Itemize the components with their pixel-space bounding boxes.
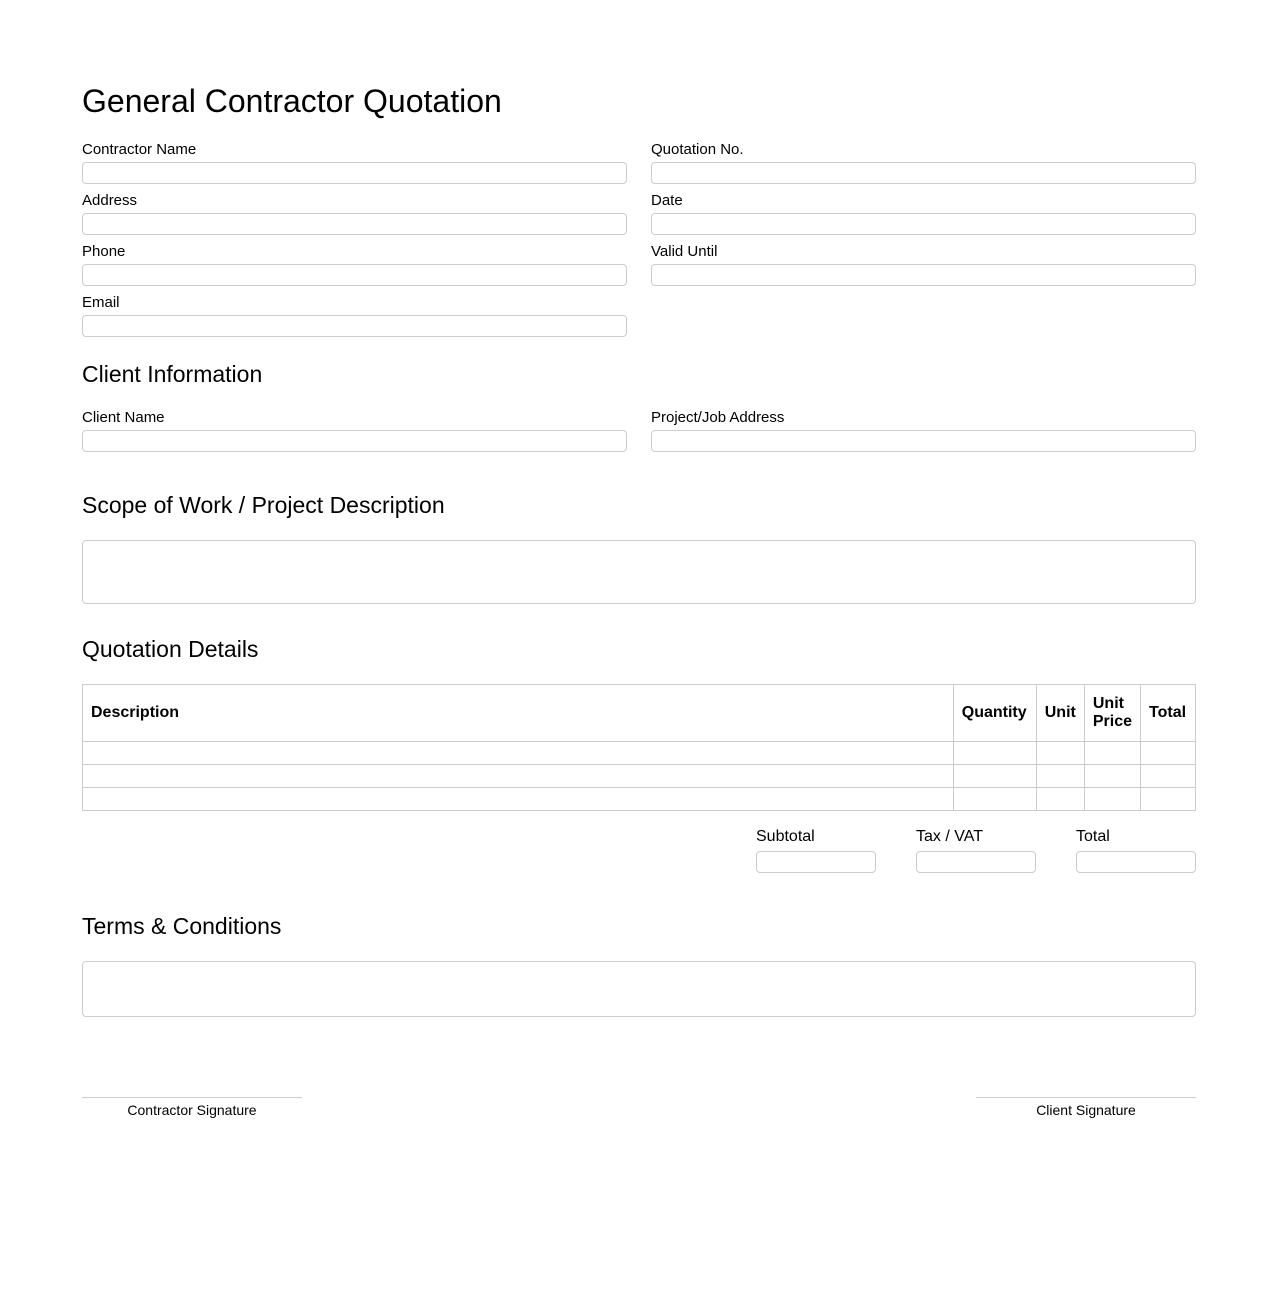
cell[interactable] bbox=[953, 742, 1036, 765]
quotation-details-heading: Quotation Details bbox=[82, 636, 259, 662]
date-input[interactable] bbox=[651, 213, 1196, 235]
total-input[interactable] bbox=[1076, 851, 1196, 873]
client-name-label: Client Name bbox=[82, 409, 165, 426]
date-label: Date bbox=[651, 192, 683, 209]
client-information-heading: Client Information bbox=[82, 361, 263, 387]
quotation-table bbox=[82, 684, 1196, 811]
contractor-name-input[interactable] bbox=[82, 162, 627, 184]
cell[interactable] bbox=[1036, 788, 1084, 811]
cell[interactable] bbox=[1036, 765, 1084, 788]
address-label: Address bbox=[82, 192, 138, 209]
project-address-label: Project/Job Address bbox=[651, 409, 785, 426]
column-total: Total bbox=[1141, 685, 1196, 742]
contractor-name-label: Contractor Name bbox=[82, 141, 197, 158]
scope-textarea[interactable] bbox=[82, 540, 1196, 604]
column-unit-price: Unit Price bbox=[1084, 685, 1140, 742]
client-signature-line[interactable] bbox=[976, 1097, 1196, 1098]
quotation-no-input[interactable] bbox=[651, 162, 1196, 184]
client-name-input[interactable] bbox=[82, 430, 627, 452]
total-label: Total bbox=[1076, 828, 1110, 845]
cell[interactable] bbox=[83, 742, 954, 765]
cell[interactable] bbox=[1084, 765, 1140, 788]
table-header-row bbox=[83, 685, 1196, 742]
cell[interactable] bbox=[1084, 742, 1140, 765]
tax-input[interactable] bbox=[916, 851, 1036, 873]
cell[interactable] bbox=[1141, 742, 1196, 765]
page-title: General Contractor Quotation bbox=[82, 83, 502, 119]
terms-textarea[interactable] bbox=[82, 961, 1196, 1017]
contractor-signature-line[interactable] bbox=[82, 1097, 302, 1098]
cell[interactable] bbox=[1036, 742, 1084, 765]
cell[interactable] bbox=[1141, 765, 1196, 788]
valid-until-label: Valid Until bbox=[651, 243, 718, 260]
terms-heading: Terms & Conditions bbox=[82, 913, 282, 939]
column-unit: Unit bbox=[1036, 685, 1084, 742]
contractor-signature-label: Contractor Signature bbox=[127, 1102, 257, 1118]
scope-heading: Scope of Work / Project Description bbox=[82, 492, 445, 518]
column-description: Description bbox=[83, 685, 954, 742]
client-signature-label: Client Signature bbox=[1036, 1102, 1136, 1118]
quotation-no-label: Quotation No. bbox=[651, 141, 744, 158]
cell[interactable] bbox=[953, 765, 1036, 788]
table-row bbox=[83, 742, 1196, 765]
tax-label: Tax / VAT bbox=[916, 828, 983, 845]
table-row bbox=[83, 765, 1196, 788]
subtotal-label: Subtotal bbox=[756, 828, 815, 845]
column-quantity: Quantity bbox=[953, 685, 1036, 742]
valid-until-input[interactable] bbox=[651, 264, 1196, 286]
email-label: Email bbox=[82, 294, 120, 311]
subtotal-input[interactable] bbox=[756, 851, 876, 873]
cell[interactable] bbox=[83, 765, 954, 788]
phone-input[interactable] bbox=[82, 264, 627, 286]
cell[interactable] bbox=[83, 788, 954, 811]
phone-label: Phone bbox=[82, 243, 126, 260]
cell[interactable] bbox=[1141, 788, 1196, 811]
cell[interactable] bbox=[1084, 788, 1140, 811]
email-input[interactable] bbox=[82, 315, 627, 337]
address-input[interactable] bbox=[82, 213, 627, 235]
table-row bbox=[83, 788, 1196, 811]
cell[interactable] bbox=[953, 788, 1036, 811]
project-address-input[interactable] bbox=[651, 430, 1196, 452]
